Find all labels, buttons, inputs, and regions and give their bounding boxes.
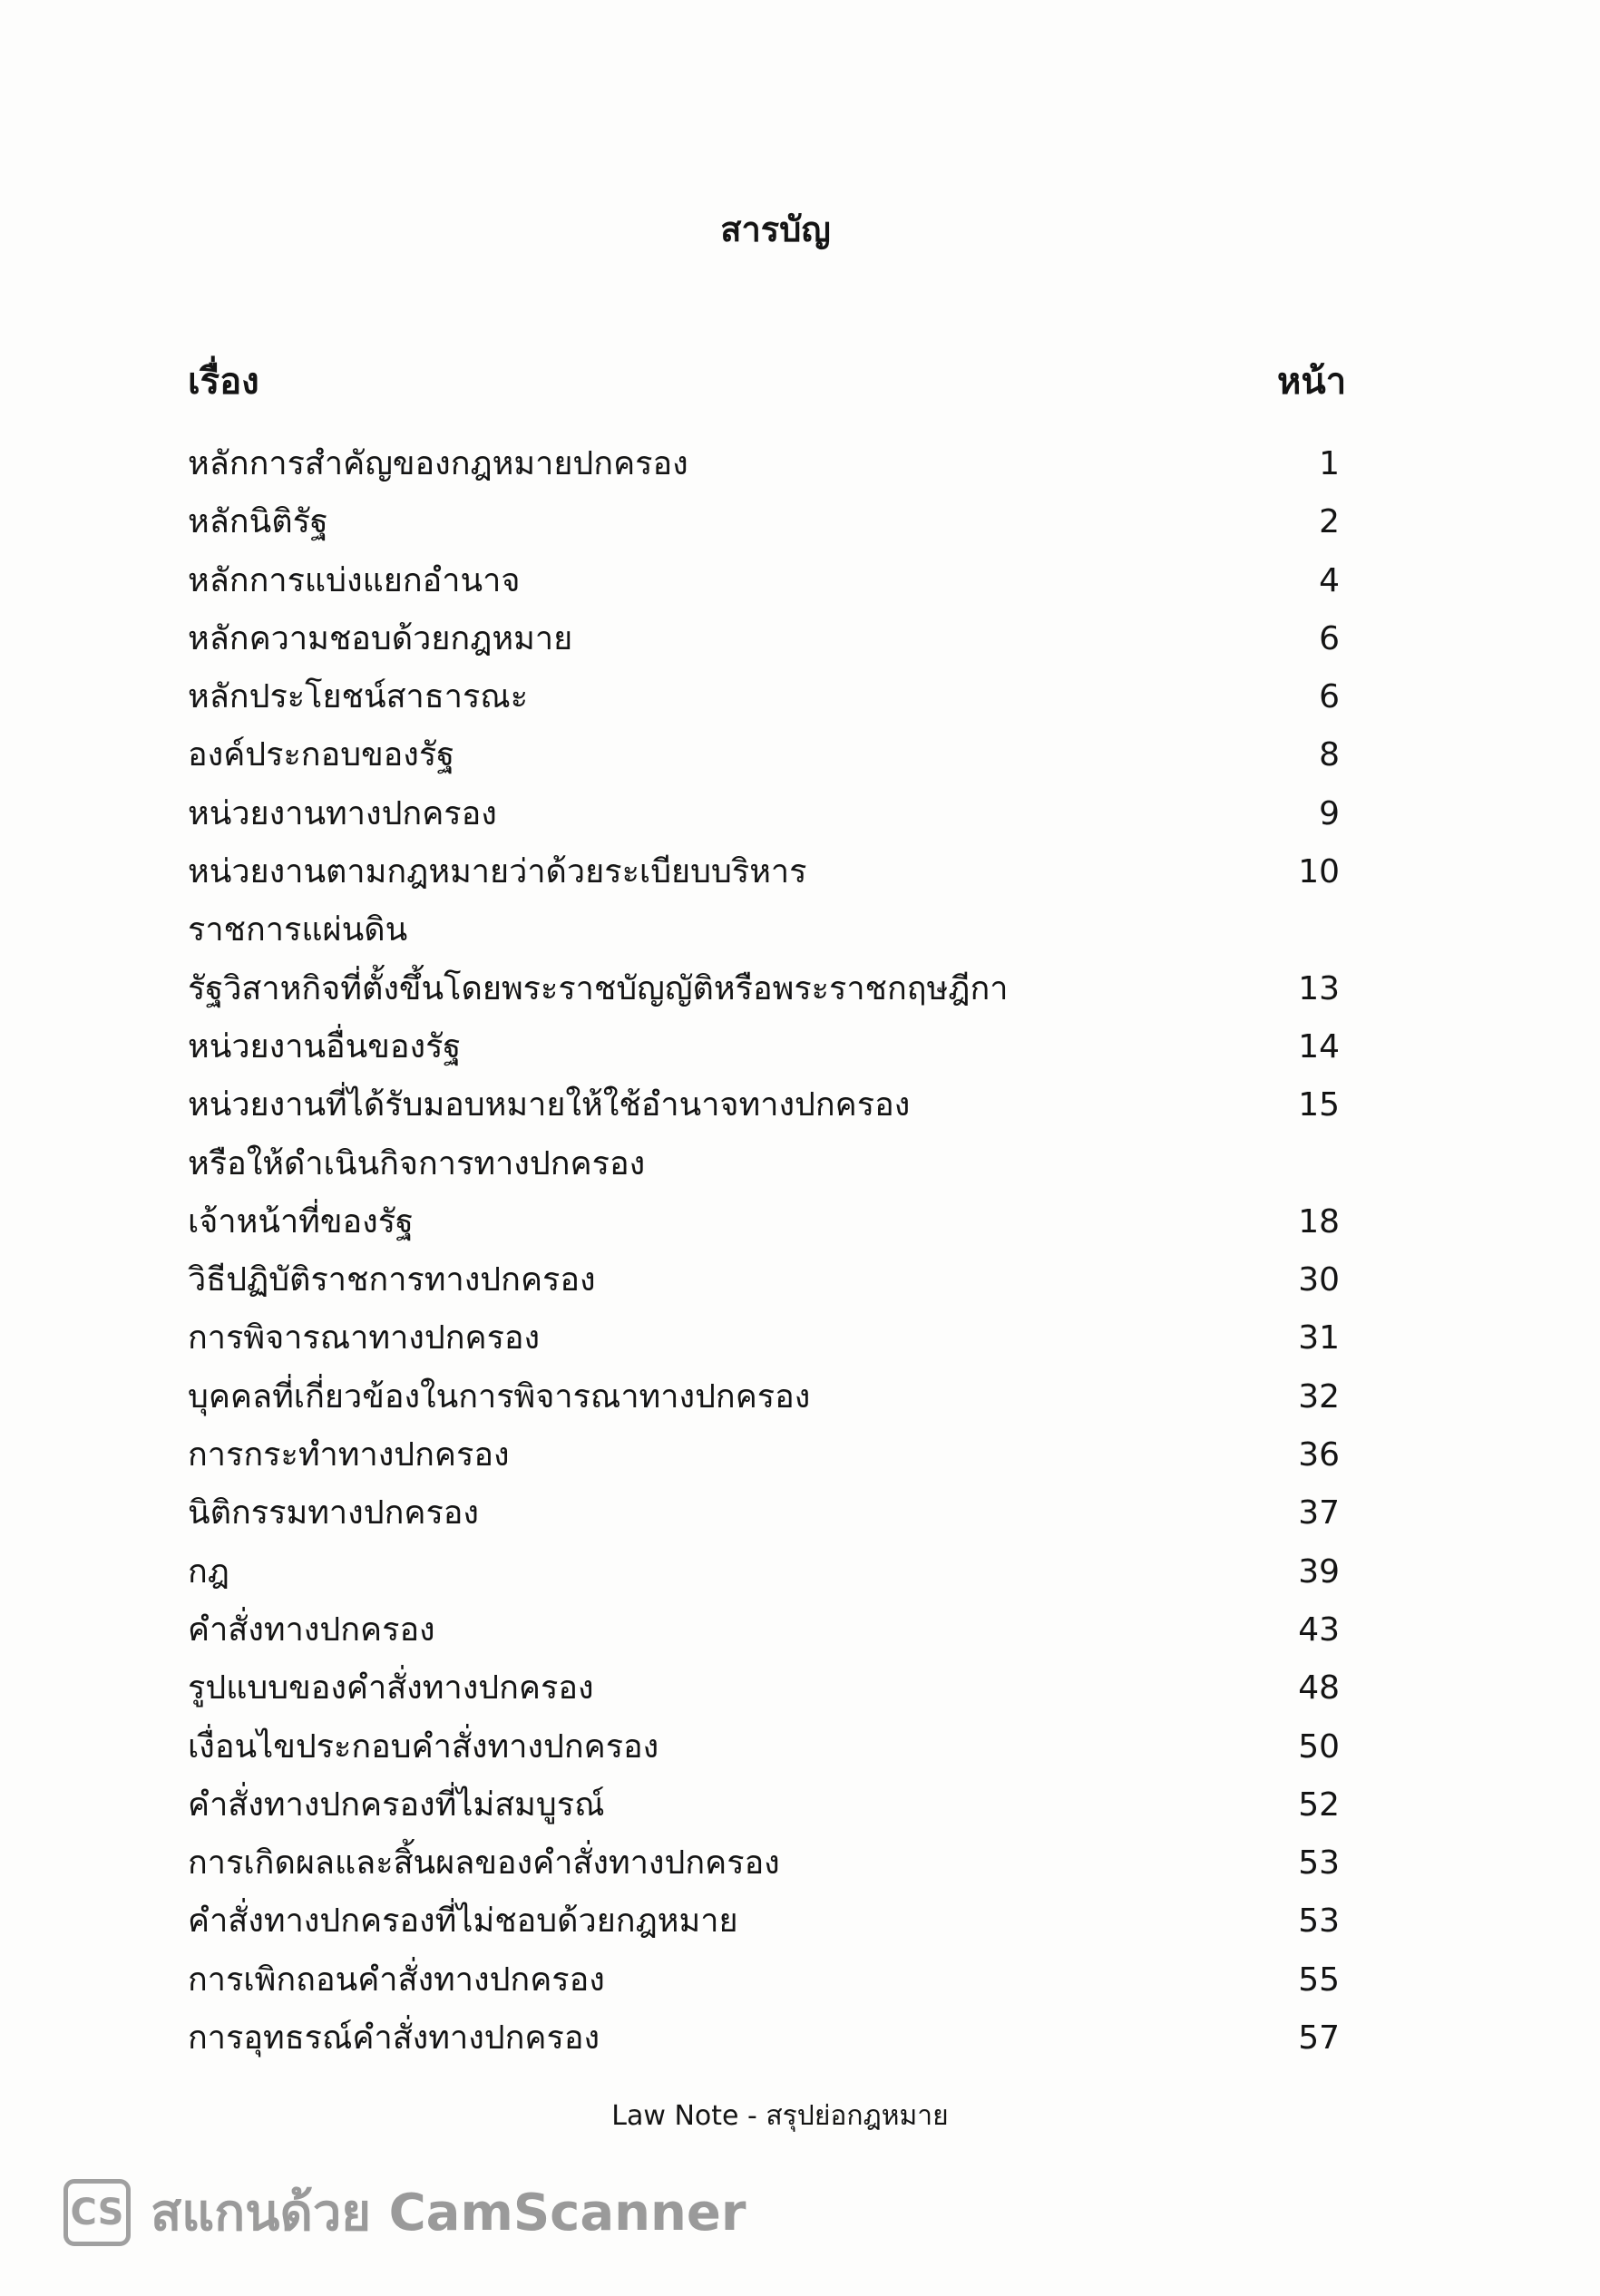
toc-entry-title: คำสั่งทางปกครองที่ไม่สมบูรณ์	[188, 1785, 605, 1824]
toc-entry-title: หน่วยงานตามกฎหมายว่าด้วยระเบียบบริหาร ราชการแผ่นดิน	[188, 853, 807, 949]
toc-entry-page: 2	[1319, 503, 1340, 541]
camscanner-watermark	[63, 2172, 746, 2252]
toc-entry-title: การกระทำทางปกครอง	[188, 1436, 510, 1474]
toc-entry	[188, 2009, 1340, 2067]
toc-entry	[188, 610, 1340, 668]
toc-entry-title: เจ้าหน้าที่ของรัฐ	[188, 1202, 414, 1240]
toc-entry-page: 10	[1298, 853, 1340, 891]
toc-entry-page: 48	[1298, 1669, 1340, 1707]
toc-entry	[188, 552, 1340, 610]
toc-entry-title: การพิจารณาทางปกครอง	[188, 1319, 541, 1357]
table-of-contents	[188, 435, 1340, 2067]
toc-entry-page: 53	[1298, 1902, 1340, 1941]
toc-entry	[188, 1543, 1340, 1601]
toc-entry-page: 52	[1298, 1785, 1340, 1824]
toc-entry-page: 6	[1319, 619, 1340, 657]
toc-entry	[188, 1368, 1340, 1426]
toc-entry-page: 50	[1298, 1727, 1340, 1766]
toc-entry-page: 8	[1319, 736, 1340, 774]
toc-entry-page: 15	[1298, 1086, 1340, 1124]
toc-entry-page: 43	[1298, 1610, 1340, 1649]
page-footer: Law Note - สรุปย่อกฎหมาย	[611, 2100, 949, 2132]
toc-entry	[188, 1776, 1340, 1834]
toc-entry	[188, 1251, 1340, 1309]
toc-entry-title: นิติกรรมทางปกครอง	[188, 1494, 479, 1532]
toc-entry	[188, 1484, 1340, 1542]
topic-column-header: เรื่อง	[188, 361, 259, 403]
toc-entry-page: 6	[1319, 678, 1340, 716]
watermark-text: สแกนด้วย CamScanner	[151, 2184, 746, 2242]
toc-entry	[188, 726, 1340, 784]
toc-entry-page: 57	[1298, 2019, 1340, 2058]
toc-entry-title: คำสั่งทางปกครอง	[188, 1610, 435, 1649]
toc-entry-title: หลักประโยชน์สาธารณะ	[188, 678, 529, 716]
toc-entry-title: หน่วยงานทางปกครอง	[188, 794, 497, 832]
toc-entry	[188, 668, 1340, 726]
toc-entry	[188, 785, 1340, 843]
toc-entry	[188, 1193, 1340, 1251]
toc-entry	[188, 1601, 1340, 1659]
toc-entry	[188, 843, 1340, 960]
toc-entry-page: 55	[1298, 1960, 1340, 1999]
toc-entry	[188, 1076, 1340, 1193]
toc-entry	[188, 1309, 1340, 1367]
toc-entry-title: หลักความชอบด้วยกฎหมาย	[188, 619, 573, 657]
toc-entry	[188, 1892, 1340, 1951]
toc-entry-title: รูปแบบของคำสั่งทางปกครอง	[188, 1669, 594, 1707]
toc-entry-page: 30	[1298, 1261, 1340, 1299]
toc-entry-title: การเกิดผลและสิ้นผลของคำสั่งทางปกครอง	[188, 1844, 780, 1883]
toc-entry-title: หน่วยงานอื่นของรัฐ	[188, 1027, 462, 1065]
page-title: สารบัญ	[720, 209, 831, 249]
page-column-header: หน้า	[1277, 361, 1347, 403]
toc-entry-page: 32	[1298, 1377, 1340, 1416]
toc-entry-page: 13	[1298, 969, 1340, 1007]
toc-entry	[188, 1659, 1340, 1717]
toc-entry-page: 53	[1298, 1844, 1340, 1883]
toc-entry-title: หน่วยงานที่ได้รับมอบหมายให้ใช้อำนาจทางปกครอง หรือให้ดำเนินกิจการทางปกครอง	[188, 1086, 911, 1182]
toc-entry-title: องค์ประกอบของรัฐ	[188, 736, 455, 774]
toc-entry-title: บุคคลที่เกี่ยวข้องในการพิจารณาทางปกครอง	[188, 1377, 811, 1416]
toc-entry-page: 18	[1298, 1202, 1340, 1240]
toc-entry	[188, 493, 1340, 551]
toc-entry	[188, 1951, 1340, 2009]
toc-entry-title: วิธีปฏิบัติราชการทางปกครอง	[188, 1261, 596, 1299]
camscanner-logo-icon: CS	[63, 2179, 131, 2246]
toc-entry-page: 31	[1298, 1319, 1340, 1357]
toc-entry-title: การอุทธรณ์คำสั่งทางปกครอง	[188, 2019, 600, 2058]
toc-entry-page: 14	[1298, 1027, 1340, 1065]
toc-entry-title: กฎ	[188, 1552, 229, 1591]
toc-entry-title: หลักการแบ่งแยกอำนาจ	[188, 561, 521, 599]
toc-entry-title: รัฐวิสาหกิจที่ตั้งขึ้นโดยพระราชบัญญัติหรือพระราชกฤษฎีกา	[188, 969, 1009, 1007]
toc-entry-page: 39	[1298, 1552, 1340, 1591]
toc-entry	[188, 1834, 1340, 1892]
toc-entry-title: เงื่อนไขประกอบคำสั่งทางปกครอง	[188, 1727, 659, 1766]
toc-entry	[188, 1018, 1340, 1076]
toc-entry-page: 1	[1319, 445, 1340, 482]
toc-entry-page: 37	[1298, 1494, 1340, 1532]
toc-entry-page: 36	[1298, 1436, 1340, 1474]
toc-entry-title: คำสั่งทางปกครองที่ไม่ชอบด้วยกฎหมาย	[188, 1902, 738, 1941]
toc-entry-title: หลักนิติรัฐ	[188, 503, 328, 541]
toc-entry	[188, 1718, 1340, 1776]
toc-entry	[188, 1426, 1340, 1484]
toc-entry	[188, 960, 1340, 1018]
toc-entry	[188, 435, 1340, 493]
toc-entry-title: หลักการสำคัญของกฎหมายปกครอง	[188, 445, 688, 482]
toc-entry-page: 4	[1319, 561, 1340, 599]
toc-entry-page: 9	[1319, 794, 1340, 832]
toc-entry-title: การเพิกถอนคำสั่งทางปกครอง	[188, 1960, 605, 1999]
